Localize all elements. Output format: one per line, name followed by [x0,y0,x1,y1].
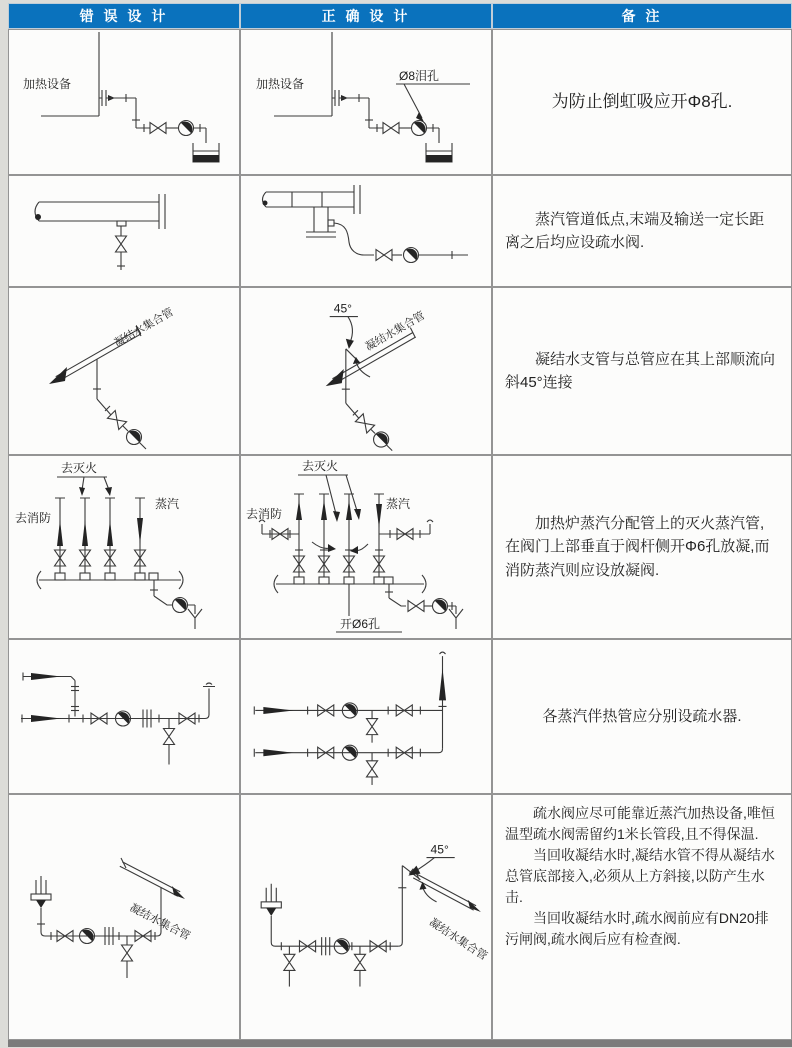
row3-wrong-design-diagram [8,287,240,455]
row5-wrong-design-diagram [8,639,240,794]
row2-correct-design-diagram [240,175,492,287]
remark-text: 蒸汽管道低点,末端及输送一定长距离之后均应设疏水阀. [505,210,765,251]
condensate-header-label: 凝结水集合管 [112,306,176,350]
steam-label: 蒸汽 [386,497,411,511]
remark-text: 各蒸汽伴热管应分别设疏水器. [542,707,742,725]
to-fire-protection-label: 去消防 [246,507,283,521]
row6-wrong-design-diagram [8,794,240,1040]
to-fire-protection-label: 去消防 [15,511,52,525]
bottom-border-bar [8,1040,792,1047]
steam-label: 蒸汽 [155,497,180,511]
remark-text: 凝结水支管与总管应在其上部顺流向斜45°连接 [505,350,776,391]
row3-remark [492,287,792,455]
row1-wrong-design-diagram [8,29,240,175]
row1-remark [492,29,792,175]
remark-paragraph-2: 当回收凝结水时,凝结水管不得从凝结水总管底部接入,必须从上方斜接,以防产生水击. [505,847,775,905]
angle-45-label: 45° [430,842,449,857]
row1-correct-design-diagram [240,29,492,175]
to-extinguishing-label: 去灭火 [61,461,98,475]
row4-wrong-design-diagram [8,455,240,639]
heating-equipment-label: 加热设备 [256,77,305,91]
row5-remark [492,639,792,794]
col-header-wrong-design [8,3,240,29]
col-header-correct-design-label: 正 确 设 计 [321,8,411,24]
row5-correct-design-diagram [240,639,492,794]
col-header-remark-label: 备 注 [621,8,663,24]
remark-text: 加热炉蒸汽分配管上的灭火蒸汽管,在阀门上部垂直于阀杆侧开Φ6孔放凝,而消防蒸汽则应设放凝阀. [505,515,770,579]
heating-equipment-label: 加热设备 [23,77,72,91]
open-hole-label: 开Ø6孔 [340,617,381,631]
condensate-header-label: 凝结水集合管 [363,309,428,354]
row2-remark [492,175,792,287]
remark-text: 为防止倒虹吸应开Φ8孔. [551,91,733,111]
condensate-header-label: 凝结水集合管 [426,916,490,963]
weep-hole-label: Ø8泪孔 [399,69,440,83]
row4-correct-design-diagram [240,455,492,639]
row4-remark [492,455,792,639]
row2-wrong-design-diagram [8,175,240,287]
col-header-correct-design [240,3,492,29]
col-header-remark [492,3,792,29]
col-header-wrong-design-label: 错 误 设 计 [79,8,169,24]
row6-remark [492,794,792,1040]
remark-paragraph-3: 当回收凝结水时,疏水阀前应有DN20排污闸阀,疏水阀后应有检查阀. [505,910,769,947]
design-comparison-table [8,3,792,1040]
remark-paragraph-1: 疏水阀应尽可能靠近蒸汽加热设备,唯恒温型疏水阀需留约1米长管段,且不得保温. [505,805,775,842]
row6-correct-design-diagram [240,794,492,1040]
condensate-header-label: 凝结水集合管 [127,901,192,943]
to-extinguishing-label: 去灭火 [302,459,339,473]
row3-correct-design-diagram [240,287,492,455]
angle-45-label: 45° [333,301,353,316]
